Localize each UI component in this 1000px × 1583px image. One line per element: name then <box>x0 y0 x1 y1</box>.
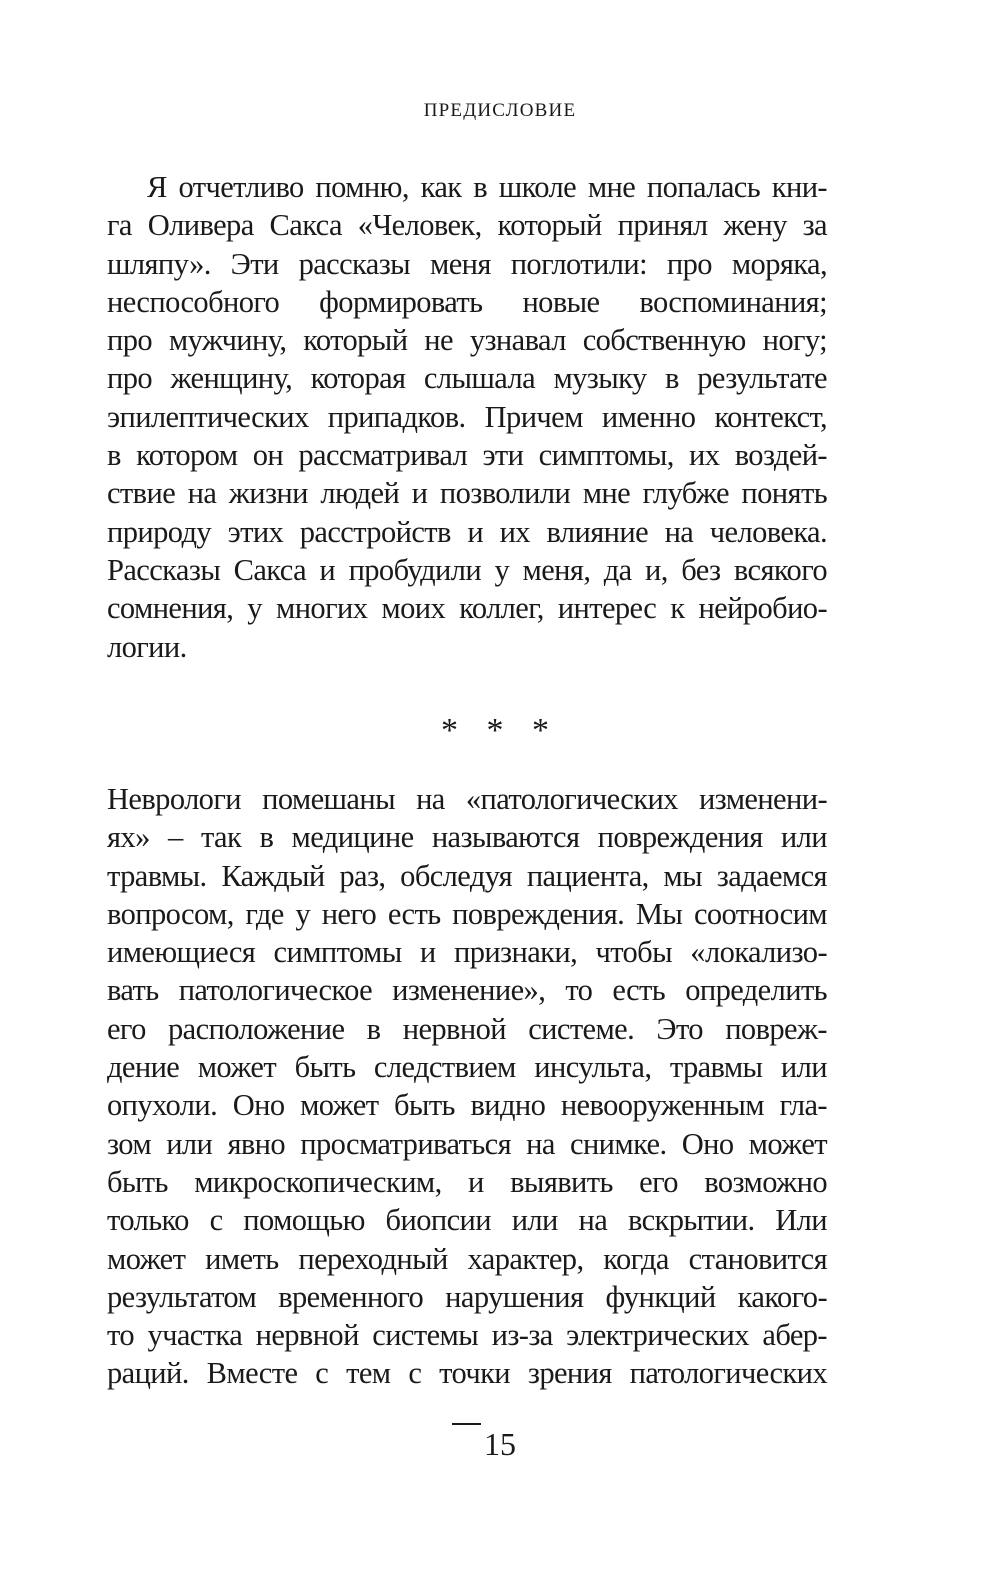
text-line: Я отчетливо помню, как в школе мне попалась кни- <box>147 170 827 204</box>
text-line: про мужчину, который не узнавал собственную ногу; <box>107 323 827 358</box>
text-line: вать патологическое изменение», то есть определить <box>107 973 827 1008</box>
text-line: Рассказы Сакса и пробудили у меня, да и, без всякого <box>107 552 827 587</box>
text-line: дение может быть следствием инсульта, травмы или <box>107 1050 827 1085</box>
section-separator: * * * <box>441 712 559 749</box>
folio-rule <box>452 1423 481 1425</box>
text-line: природу этих расстройств и их влияние на человека. <box>107 514 827 549</box>
running-head: ПРЕДИСЛОВИЕ <box>423 100 577 121</box>
text-line: сомнения, у многих моих коллег, интерес к нейробио- <box>107 591 827 626</box>
text-line: в котором он рассматривал эти симптомы, их воздей- <box>107 438 827 473</box>
text-line: ствие на жизни людей и позволили мне глубже понять <box>107 476 827 511</box>
text-line: результатом временного нарушения функций какого- <box>107 1279 827 1314</box>
text-line: его расположение в нервной системе. Это повреж- <box>107 1011 827 1046</box>
text-line: то участка нервной системы из-за электрических абер- <box>107 1318 827 1353</box>
text-line: опухоли. Оно может быть видно невооруженным гла- <box>107 1088 827 1123</box>
text-line: про женщину, которая слышала музыку в результате <box>107 361 827 396</box>
text-line: травмы. Каждый раз, обследуя пациента, мы задаемся <box>107 858 827 893</box>
text-line: ях» – так в медицине называются повреждения или <box>107 820 827 855</box>
page-number: 15 <box>484 1426 516 1462</box>
text-line: Неврологи помешаны на «патологических изменени- <box>107 782 827 816</box>
paragraph-2 <box>107 780 827 1393</box>
text-line: только с помощью биопсии или на вскрытии. Или <box>107 1203 827 1238</box>
text-line: га Оливера Сакса «Человек, который принял жену за <box>107 208 827 243</box>
text-line: зом или явно просматриваться на снимке. Оно может <box>107 1126 827 1161</box>
text-line: имеющиеся симптомы и признаки, чтобы «локализо- <box>107 935 827 970</box>
text-line: шляпу». Эти рассказы меня поглотили: про моряка, <box>107 246 827 281</box>
text-line: логии. <box>107 629 187 664</box>
text-line: может иметь переходный характер, когда становится <box>107 1241 827 1276</box>
text-line: эпилептических припадков. Причем именно контекст, <box>107 399 827 434</box>
text-line: раций. Вместе с тем с точки зрения патологических <box>107 1356 827 1391</box>
text-line: неспособного формировать новые воспоминания; <box>107 284 827 319</box>
paragraph-1 <box>107 168 827 666</box>
text-line: быть микроскопическим, и выявить его возможно <box>107 1164 827 1199</box>
text-line: вопросом, где у него есть повреждения. Мы соотносим <box>107 896 827 931</box>
